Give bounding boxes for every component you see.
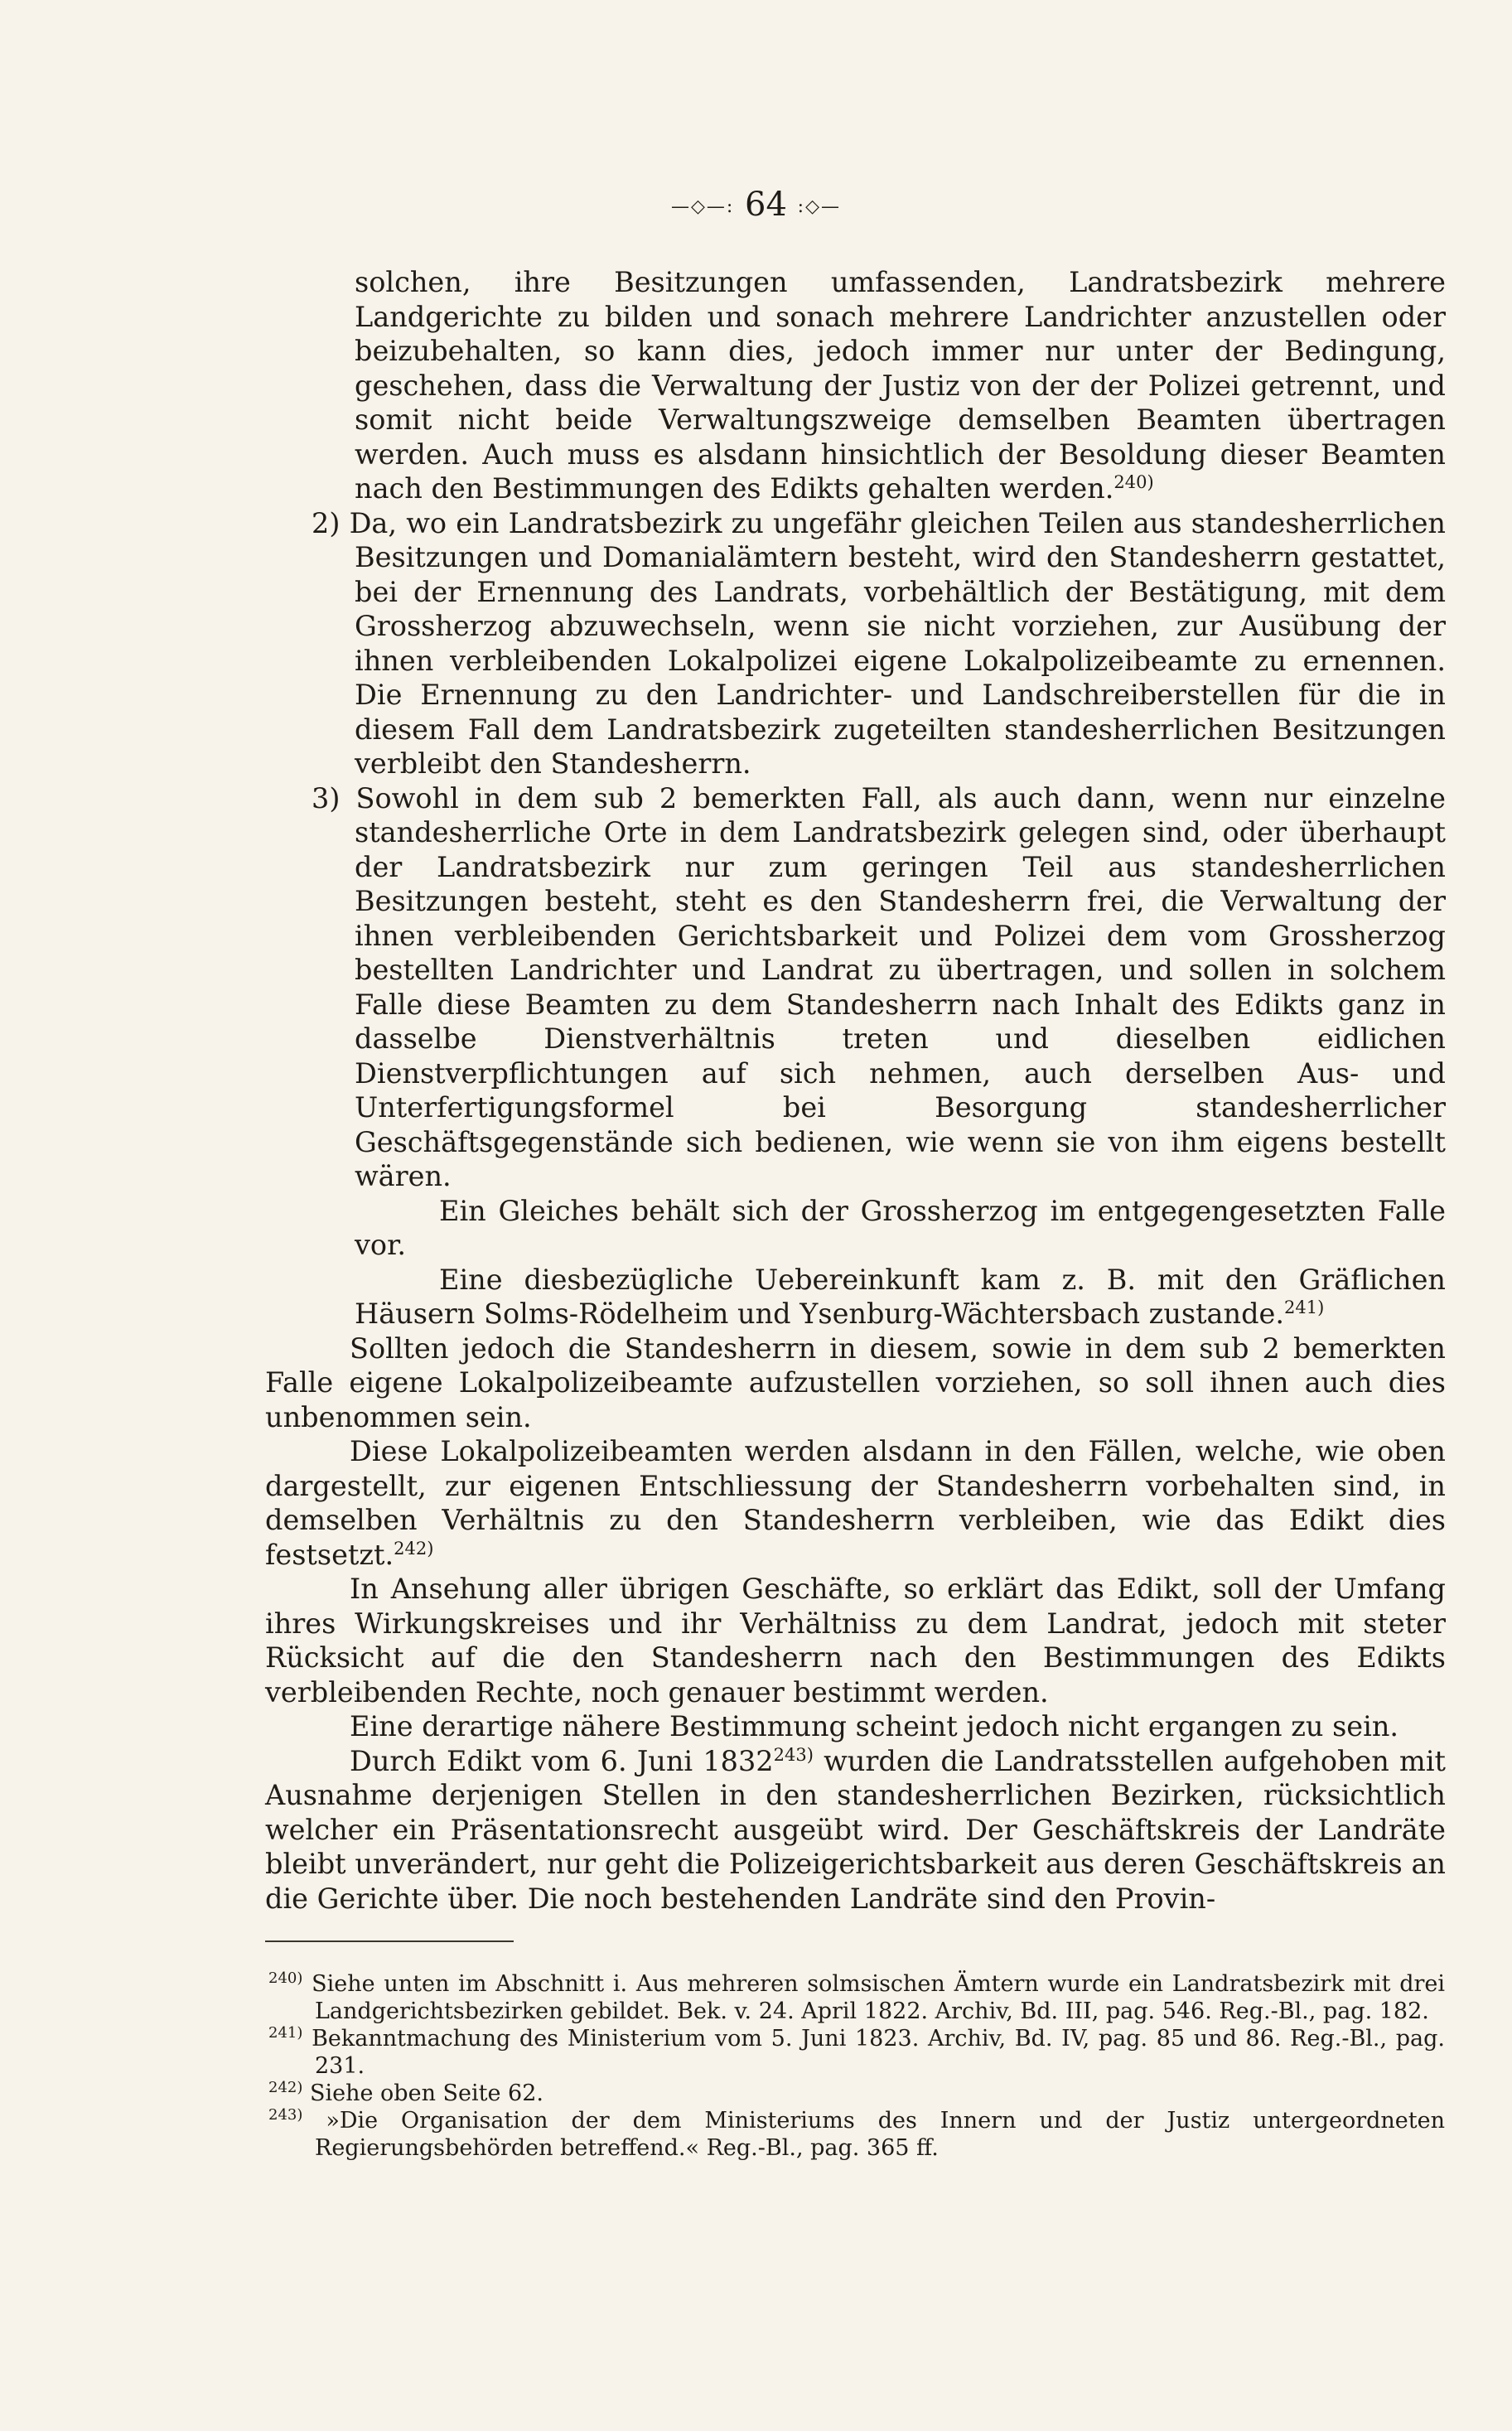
list-item-3: 3) Sowohl in dem sub 2 bemerkten Fall, als auch dann, wenn nur einzelne standesherrliche Orte in dem Landratsbezirk gelegen sind, oder überhaupt der Landratsbezirk nur zum geringen Teil aus standesherrlichen Besitzungen besteht, steht es den Standesherrn frei, die Verwaltung der ihnen verbleibenden Gerichtsbarkeit und Polizei dem vom Grossherzog bestellten Landrichter und Landrat zu übertragen, und sollen in solchem Falle diese Beamten zu dem Standesherrn nach Inhalt des Edikts ganz in dasselbe Dienstverhältnis treten und dieselben eidlichen Dienstverpflichtungen auf sich nehmen, auch derselben Aus- und Unterfertigungsformel bei Besorgung standesherrlicher Geschäftsgegenstände sich bedienen, wie wenn sie von ihm eigens bestellt wären. — [312, 781, 1446, 1192]
paragraph: Eine diesbezügliche Uebereinkunft kam z. B. mit den Gräflichen Häusern Solms-Rödelheim und Ysenburg-Wächtersbach zustande.$^{241)}$ — [355, 1263, 1446, 1330]
footnote-241: $^{241)}$ Bekanntmachung des Ministerium vom 5. Juni 1823. Archiv, Bd. IV, pag. 85 und 86. Reg.-Bl., pag. 231. — [268, 2024, 1445, 2079]
footnote-240: $^{240)}$ Siehe unten im Abschnitt i. Aus mehreren solmsischen Ämtern wurde ein Landratsbezirk mit drei Landgerichtsbezirken gebildet. Bek. v. 24. April 1822. Archiv, Bd. III, pag. 546. Reg.-Bl., pag. 182. — [268, 1969, 1445, 2024]
paragraph: Ein Gleiches behält sich der Grossherzog im entgegengesetzten Falle vor. — [355, 1194, 1446, 1261]
paragraph: Sollten jedoch die Standesherrn in diesem, sowie in dem sub 2 bemerkten Falle eigene Lokalpolizeibeamte aufzustellen vorziehen, so soll ihnen auch dies unbenommen sein. — [265, 1331, 1446, 1433]
footnotes — [268, 1970, 1445, 2162]
footnote-243: $^{243)}$ »Die Organisation der dem Ministeriums des Innern und der Justiz untergeordneten Regierungsbehörden betreffend.« Reg.-Bl., pag. 365 ff. — [268, 2106, 1445, 2161]
ornament-left: —◇—: — [670, 196, 735, 217]
footnote-ref: 240) — [1113, 471, 1154, 492]
paragraph-continuation: solchen, ihre Besitzungen umfassenden, Landratsbezirk mehrere Landgerichte zu bilden und sonach mehrere Landrichter anzustellen oder beizubehalten, so kann dies, jedoch immer nur unter der Bedingung, geschehen, dass die Verwaltung der Justiz von der der Polizei getrennt, und somit nicht beide Verwaltungszweige demselben Beamten übertragen werden. Auch muss es alsdann hinsichtlich der Besoldung dieser Beamten nach den Bestimmungen des Edikts gehalten werden.$^{240)}$ — [355, 266, 1446, 505]
paragraph: In Ansehung aller übrigen Geschäfte, so erklärt das Edikt, soll der Umfang ihres Wirkungskreises und ihr Verhältniss zu dem Landrat, jedoch mit steter Rücksicht auf die den Standesherrn nach den Bestimmungen des Edikts verbleibenden Rechte, noch genauer bestimmt werden. — [265, 1573, 1446, 1708]
paragraph: Eine derartige nähere Bestimmung scheint jedoch nicht ergangen zu sein. — [350, 1710, 1399, 1742]
list-item-2: 2) Da, wo ein Landratsbezirk zu ungefähr gleichen Teilen aus standesherrlichen Besitzungen und Domanialämtern besteht, wird den Standesherrn gestattet, bei der Ernennung des Landrats, vorbehältlich der Bestätigung, mit dem Grossherzog abzuwechseln, wenn sie nicht vorziehen, zur Ausübung der ihnen verbleibenden Lokalpolizei eigene Lokalpolizeibeamte zu ernennen. Die Ernennung zu den Landrichter- und Landschreiberstellen für die in diesem Fall dem Landratsbezirk zugeteilten standesherrlichen Besitzungen verbleibt den Standesherrn. — [312, 506, 1446, 780]
ornament-right: :◇— — [797, 196, 842, 217]
page-header — [0, 184, 1512, 228]
page-number: 64 — [745, 186, 787, 224]
body-text — [265, 265, 1446, 1916]
footnote-divider — [265, 1940, 514, 1942]
footnote-ref: 243) — [773, 1744, 814, 1765]
footnote-ref: 241) — [1284, 1297, 1325, 1317]
paragraph: Durch Edikt vom 6. Juni 1832$^{243)}$ wurden die Landratsstellen aufgehoben mit Ausnahme derjenigen Stellen in den standesherrlichen Bezirken, rücksichtlich welcher ein Präsentationsrecht ausgeübt wird. Der Geschäftskreis der Landräte bleibt unverändert, nur geht die Polizeigerichtsbarkeit aus deren Geschäftskreis an die Gerichte über. Die noch bestehenden Landräte sind den Provin- — [265, 1744, 1446, 1915]
footnote-242: $^{242)}$ Siehe oben Seite 62. — [268, 2079, 543, 2106]
paragraph: Diese Lokalpolizeibeamten werden alsdann in den Fällen, welche, wie oben dargestellt, zur eigenen Entschliessung der Standesherrn vorbehalten sind, in demselben Verhältnis zu den Standesherrn verbleiben, wie das Edikt dies festsetzt.$^{242)}$ — [265, 1435, 1446, 1571]
footnote-ref: 242) — [394, 1538, 434, 1559]
